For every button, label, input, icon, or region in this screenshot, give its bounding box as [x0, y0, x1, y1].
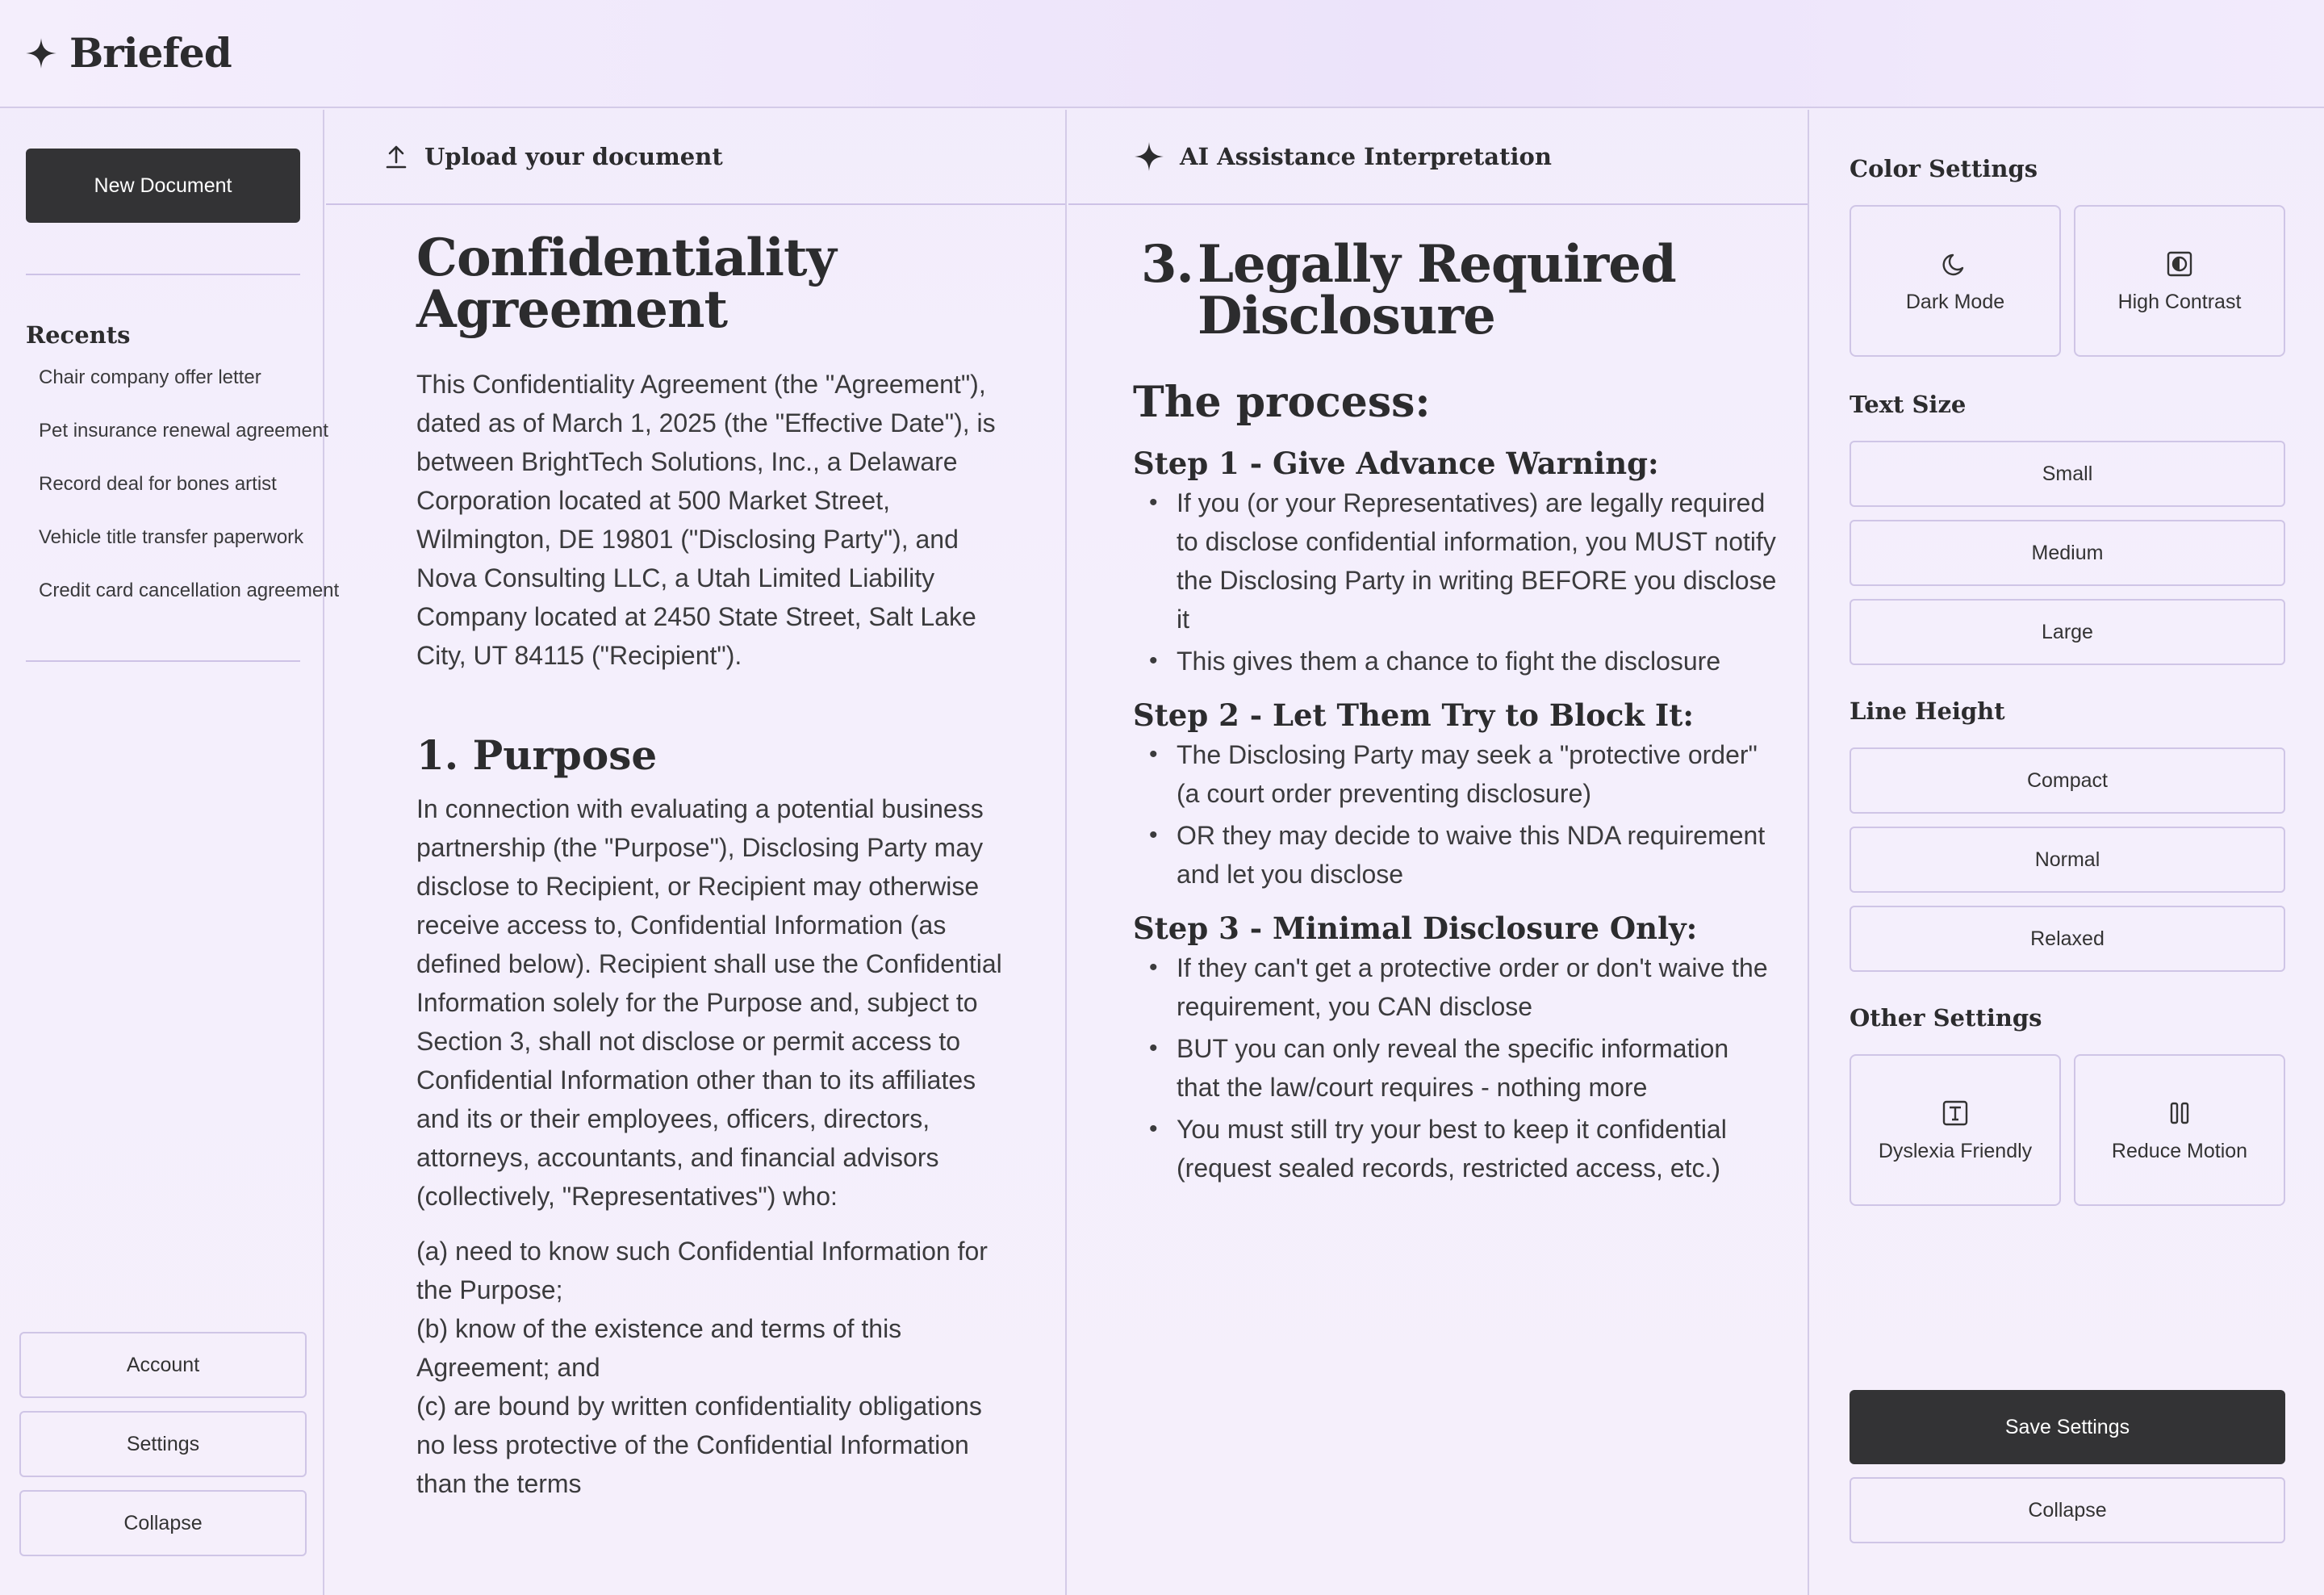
- document-content: [416, 228, 1014, 1503]
- dark-mode-toggle[interactable]: [1850, 205, 2061, 357]
- bullet-item: • If they can't get a protective order or don't waive the requirement, you CAN disclose: [1133, 948, 1779, 1026]
- clause-a: (a) need to know such Confidential Information for the Purpose;: [416, 1237, 988, 1304]
- other-settings-title: Other Settings: [1850, 1004, 2042, 1032]
- save-settings-button[interactable]: Save Settings: [1850, 1390, 2285, 1464]
- collapse-sidebar-button[interactable]: Collapse: [19, 1490, 307, 1556]
- ai-panel-header: [1068, 110, 1808, 205]
- bullet-item: • OR they may decide to waive this NDA requirement and let you disclose: [1133, 816, 1779, 894]
- top-bar: [0, 0, 2324, 108]
- brand[interactable]: [24, 29, 232, 77]
- contrast-icon: [2164, 249, 2195, 279]
- recents-list: [39, 362, 340, 628]
- upload-icon: [382, 143, 410, 170]
- document-intro: This Confidentiality Agreement (the "Agreement"), dated as of March 1, 2025 (the "Effective Date"), is between BrightTech Solutions, Inc., a Delaware Corporation located at 500 Market Street, Wilmington, DE 19801 ("Disclosing Party"), and Nova Consulting LLC, a Utah Limited Liability Company located at 2450 State Street, Salt Lake City, UT 84115 ("Recipient").: [416, 370, 996, 670]
- ai-interpretation: [1133, 234, 1779, 1191]
- process-title: The process:: [1133, 378, 1431, 427]
- settings-button[interactable]: Settings: [19, 1411, 307, 1477]
- upload-panel: [326, 110, 1067, 1595]
- dyslexia-friendly-label: Dyslexia Friendly: [1878, 1139, 2033, 1162]
- step-title: Step 3 - Minimal Disclosure Only:: [1133, 911, 1698, 946]
- ai-panel-title: AI Assistance Interpretation: [1180, 143, 1552, 170]
- section-title: Legally Required Disclosure: [1198, 234, 1676, 346]
- sparkle-icon: [1133, 140, 1165, 173]
- pause-icon: [2164, 1098, 2195, 1128]
- reduce-motion-label: Reduce Motion: [2111, 1139, 2248, 1162]
- text-size-title: Text Size: [1850, 391, 1967, 418]
- reduce-motion-toggle[interactable]: [2074, 1054, 2285, 1206]
- recents-title: Recents: [26, 321, 131, 349]
- recent-item[interactable]: Credit card cancellation agreement: [39, 580, 340, 601]
- dyslexia-friendly-toggle[interactable]: [1850, 1054, 2061, 1206]
- bullet-item: • You must still try your best to keep it confidential (request sealed records, restricted access, etc.): [1133, 1110, 1779, 1187]
- app-name: Briefed: [69, 29, 232, 77]
- text-size-medium[interactable]: Medium: [1850, 520, 2285, 586]
- settings-panel: [1811, 110, 2324, 1595]
- text-font-icon: [1940, 1098, 1971, 1128]
- section-number: 3.: [1141, 234, 1193, 295]
- color-settings-title: Color Settings: [1850, 155, 2038, 182]
- bullet-item: • The Disclosing Party may seek a "protective order" (a court order preventing disclosure): [1133, 735, 1779, 813]
- dark-mode-label: Dark Mode: [1905, 290, 2005, 313]
- clause-c: (c) are bound by written confidentiality obligations no less protective of the Confidential Information than the terms: [416, 1392, 982, 1498]
- sidebar-divider: [26, 274, 300, 275]
- account-button[interactable]: Account: [19, 1332, 307, 1398]
- new-document-button[interactable]: New Document: [26, 149, 300, 223]
- step-bullets: [1133, 735, 1779, 894]
- high-contrast-label: High Contrast: [2117, 290, 2242, 313]
- line-height-normal[interactable]: Normal: [1850, 827, 2285, 893]
- recent-item[interactable]: Vehicle title transfer paperwork: [39, 526, 304, 548]
- moon-icon: [1940, 249, 1971, 279]
- line-height-compact[interactable]: Compact: [1850, 747, 2285, 814]
- text-size-large[interactable]: Large: [1850, 599, 2285, 665]
- upload-panel-title: Upload your document: [424, 143, 723, 170]
- line-height-relaxed[interactable]: Relaxed: [1850, 906, 2285, 972]
- step-bullets: [1133, 948, 1779, 1187]
- ai-section-heading: [1133, 234, 1779, 346]
- line-height-title: Line Height: [1850, 697, 2005, 725]
- document-title: Confidentiality Agreement: [416, 228, 836, 340]
- step-bullets: [1133, 484, 1779, 680]
- recent-item[interactable]: Record deal for bones artist: [39, 473, 277, 495]
- step-title: Step 2 - Let Them Try to Block It:: [1133, 697, 1694, 733]
- recent-item[interactable]: Pet insurance renewal agreement: [39, 420, 328, 442]
- clause-b: (b) know of the existence and terms of this Agreement; and: [416, 1314, 902, 1382]
- bullet-item: • This gives them a chance to fight the disclosure: [1133, 642, 1779, 680]
- recent-item[interactable]: Chair company offer letter: [39, 366, 261, 388]
- high-contrast-toggle[interactable]: [2074, 205, 2285, 357]
- section-body: In connection with evaluating a potential business partnership (the "Purpose"), Disclosing Party may disclose to Recipient, or Recipient may otherwise receive access to, Confidential Information (as defined below). Recipient shall use the Confidential Information solely for the Purpose and, subject to Section 3, shall not disclose or permit access to Confidential Information other than to its affiliates and its or their employees, officers, directors, attorneys, accountants, and financial advisors (collectively, "Representatives") who:: [416, 794, 1002, 1211]
- bullet-item: • If you (or your Representatives) are legally required to disclose confidential information, you MUST notify the Disclosing Party in writing BEFORE you disclose it: [1133, 484, 1779, 638]
- sparkle-icon: [24, 36, 58, 70]
- upload-panel-header[interactable]: [326, 110, 1065, 205]
- section-heading: 1. Purpose: [416, 731, 658, 779]
- ai-panel: [1068, 110, 1809, 1595]
- left-sidebar: [0, 110, 340, 1595]
- text-size-small[interactable]: Small: [1850, 441, 2285, 507]
- collapse-settings-button[interactable]: Collapse: [1850, 1477, 2285, 1543]
- bullet-item: • BUT you can only reveal the specific information that the law/court requires - nothing more: [1133, 1029, 1779, 1107]
- sidebar-divider: [26, 660, 300, 662]
- step-title: Step 1 - Give Advance Warning:: [1133, 446, 1659, 481]
